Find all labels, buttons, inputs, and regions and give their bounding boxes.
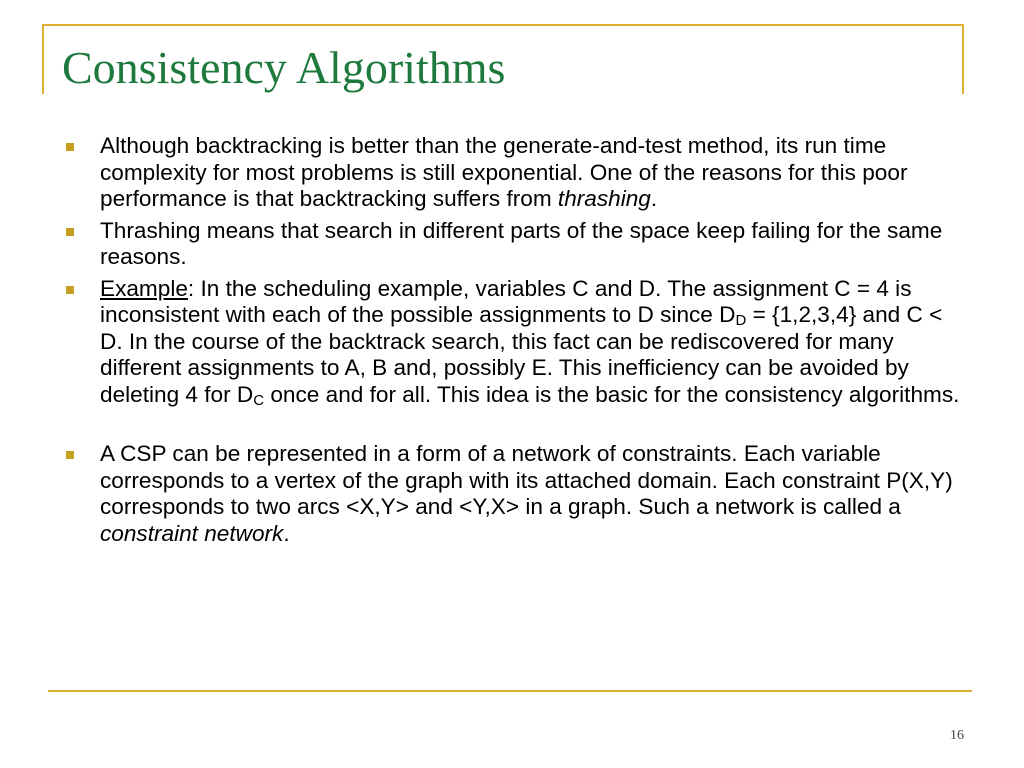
bullet-square-icon	[66, 228, 74, 236]
bullet-text-end: .	[650, 186, 658, 211]
example-label: Example	[100, 275, 188, 301]
bullet-text: Although backtracking is better than the generate-and-test method, its run time complexity for most problems is still exponential. One of the reasons for this poor performance is that backtracking suffers from	[100, 133, 908, 211]
bullet-square-icon	[66, 143, 74, 151]
bullet-text-end: .	[283, 520, 290, 546]
subscript-d: D	[735, 312, 747, 329]
bullet-text: Thrashing means that search in different parts of the space keep failing for the same reasons.	[100, 217, 943, 269]
frame-top-rule	[42, 24, 964, 26]
bullet-text-mid: = {1,2,3,4} and C < D. In the course of the backtrack search, this fact can be rediscovered for many different assignments to A, B and, possibly E. This inefficiency can be avoided by deleting 4 for D	[100, 302, 943, 407]
frame-bottom-rule	[48, 690, 972, 692]
bullet-text-end: once and for all. This idea is the basic for the consistency algorithms.	[264, 381, 960, 407]
bullet-backtracking	[62, 133, 962, 213]
slide-title: Consistency Algorithms	[62, 42, 506, 93]
bullet-square-icon	[66, 286, 74, 294]
bullet-square-icon	[66, 451, 74, 459]
emphasis-constraint-network: constraint network	[100, 520, 284, 546]
bullet-text: A CSP can be represented in a form of a network of constraints. Each variable corresponds to a vertex of the graph with its attached domain. Each constraint P(X,Y) corresponds to two arcs <X,Y> and <Y,X> in a graph. Such a network is called a	[100, 441, 953, 519]
subscript-c: C	[253, 391, 265, 409]
bullet-thrashing	[62, 218, 962, 271]
bullet-example	[62, 276, 962, 409]
bullet-csp	[62, 441, 962, 547]
frame-left-rule	[42, 24, 44, 94]
frame-right-rule	[962, 24, 964, 94]
page-number: 16	[950, 728, 964, 743]
bullet-list	[62, 133, 962, 552]
emphasis-thrashing: thrashing	[557, 186, 651, 211]
bullet-text: : In the scheduling example, variables C and D. The assignment C = 4 is inconsistent with each of the possible assignments to D since D	[100, 275, 912, 327]
